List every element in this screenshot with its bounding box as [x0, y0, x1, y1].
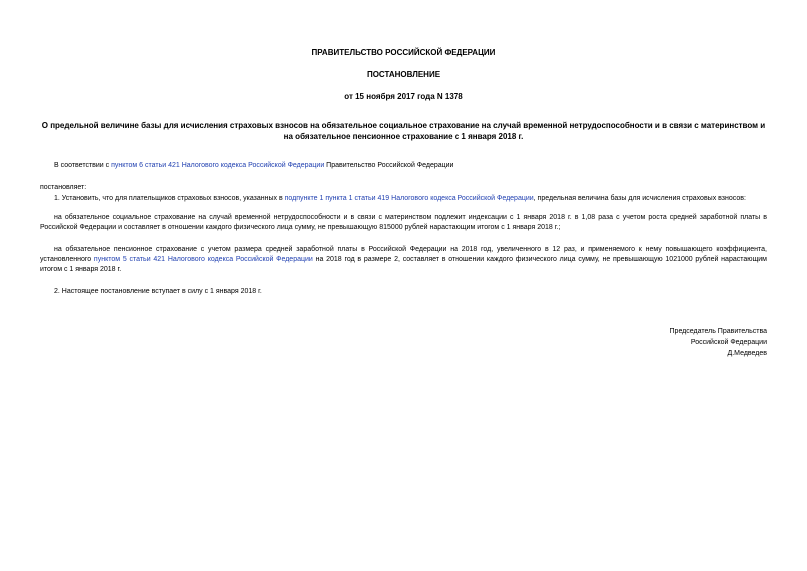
document-title: О предельной величине базы для исчисления страховых взносов на обязательное социальное страхование на случай временной нетрудоспособности и в связи с материнством и на обязательное пенсионное страхование с 1 января 2018 г. [41, 121, 766, 141]
item-1-pension-link[interactable]: пунктом 5 статьи 421 Налогового кодекса Российской Федерации [93, 256, 313, 263]
preamble-text-before: В соответствии с [54, 162, 112, 169]
item-1-pension-text-before: на обязательное пенсионное страхование с учетом размера средней заработной платы в Российской Федерации на 2018 год, увеличенного в 12 раз, и применяемого к нему повышающего коэффициента, установленного [40, 246, 767, 263]
item-1-text-after: , предельная величина базы для исчисления страховых взносов: [533, 195, 746, 202]
preamble-text-after: Правительство Российской Федерации [324, 162, 454, 169]
item-1-pension-text-after: на 2018 год в размере 2, составляет в отношении каждого физического лица сумму, не превышающую 1021000 рублей нарастающим итогом с 1 января 2018 г. [40, 256, 767, 273]
signature-position-line2: Российской Федерации [690, 339, 767, 346]
preamble-paragraph [40, 161, 767, 171]
signature-position-line1: Председатель Правительства [669, 328, 767, 335]
government-heading: ПРАВИТЕЛЬСТВО РОССИЙСКОЙ ФЕДЕРАЦИИ [311, 48, 496, 57]
date-number-heading: от 15 ноября 2017 года N 1378 [344, 92, 463, 101]
item-1-pension-paragraph [40, 245, 767, 275]
document-type-heading: ПОСТАНОВЛЕНИЕ [366, 70, 441, 79]
item-1-link[interactable]: подпункте 1 пункта 1 статьи 419 Налогового кодекса Российской Федерации [284, 195, 534, 202]
item-1-social-paragraph: на обязательное социальное страхование на случай временной нетрудоспособности и в связи с материнством подлежит индексации с 1 января 2018 г. в 1,08 раза с учетом роста средней заработной платы в Российской Федерации и составляет в отношении каждого физического лица сумму, не превышающую 815000 рублей нарастающим итогом с 1 января 2018 г.; [40, 214, 767, 231]
item-1-text-before: 1. Установить, что для плательщиков страховых взносов, указанных в [54, 195, 285, 202]
signature-name: Д.Медведев [727, 350, 767, 357]
item-2-paragraph: 2. Настоящее постановление вступает в силу с 1 января 2018 г. [54, 288, 262, 295]
decree-word: постановляет: [40, 184, 87, 191]
item-1-paragraph [40, 194, 767, 204]
preamble-link[interactable]: пунктом 6 статьи 421 Налогового кодекса Российской Федерации [111, 162, 325, 169]
